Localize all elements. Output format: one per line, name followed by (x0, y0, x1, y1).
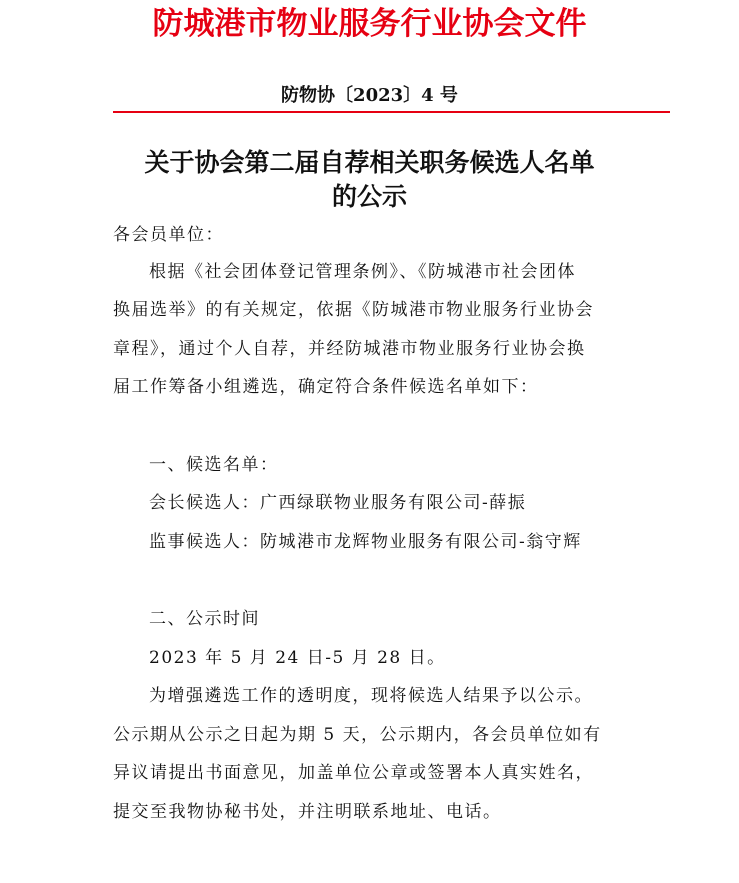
candidate-supervisor: 监事候选人：防城港市龙辉物业服务有限公司-翁守辉 (149, 532, 582, 552)
closing-line: 公示期从公示之日起为期 5 天，公示期内，各会员单位如有 (113, 725, 602, 745)
notice-title-line-2: 的公示 (331, 182, 407, 211)
intro-line: 换届选举》的有关规定，依据《防城港市物业服务行业协会 (113, 300, 594, 320)
publicity-period: 2023 年 5 月 24 日-5 月 28 日。 (149, 648, 446, 668)
notice-title-line-1: 关于协会第二届自荐相关职务候选人名单 (144, 148, 595, 177)
intro-line: 根据《社会团体登记管理条例》、《防城港市社会团体 (149, 262, 576, 282)
document-number: 防物协〔2023〕4 号 (281, 85, 458, 106)
closing-line: 异议请提出书面意见，加盖单位公章或签署本人真实姓名， (113, 763, 594, 783)
closing-line: 为增强遴选工作的透明度，现将候选人结果予以公示。 (149, 686, 593, 706)
notice-title (0, 146, 739, 214)
salutation: 各会员单位： (113, 225, 224, 245)
red-divider-line (113, 111, 670, 113)
candidate-president: 会长候选人：广西绿联物业服务有限公司-薛振 (149, 493, 527, 513)
intro-line: 届工作筹备小组遴选，确定符合条件候选名单如下： (113, 377, 539, 397)
closing-line: 提交至我物协秘书处，并注明联系地址、电话。 (113, 802, 502, 822)
section-heading-candidates: 一、候选名单： (149, 455, 279, 475)
section-heading-period: 二、公示时间 (149, 609, 260, 629)
intro-line: 章程》，通过个人自荐，并经防城港市物业服务行业协会换 (113, 339, 586, 359)
organization-header-title: 防城港市物业服务行业协会文件 (152, 6, 587, 42)
